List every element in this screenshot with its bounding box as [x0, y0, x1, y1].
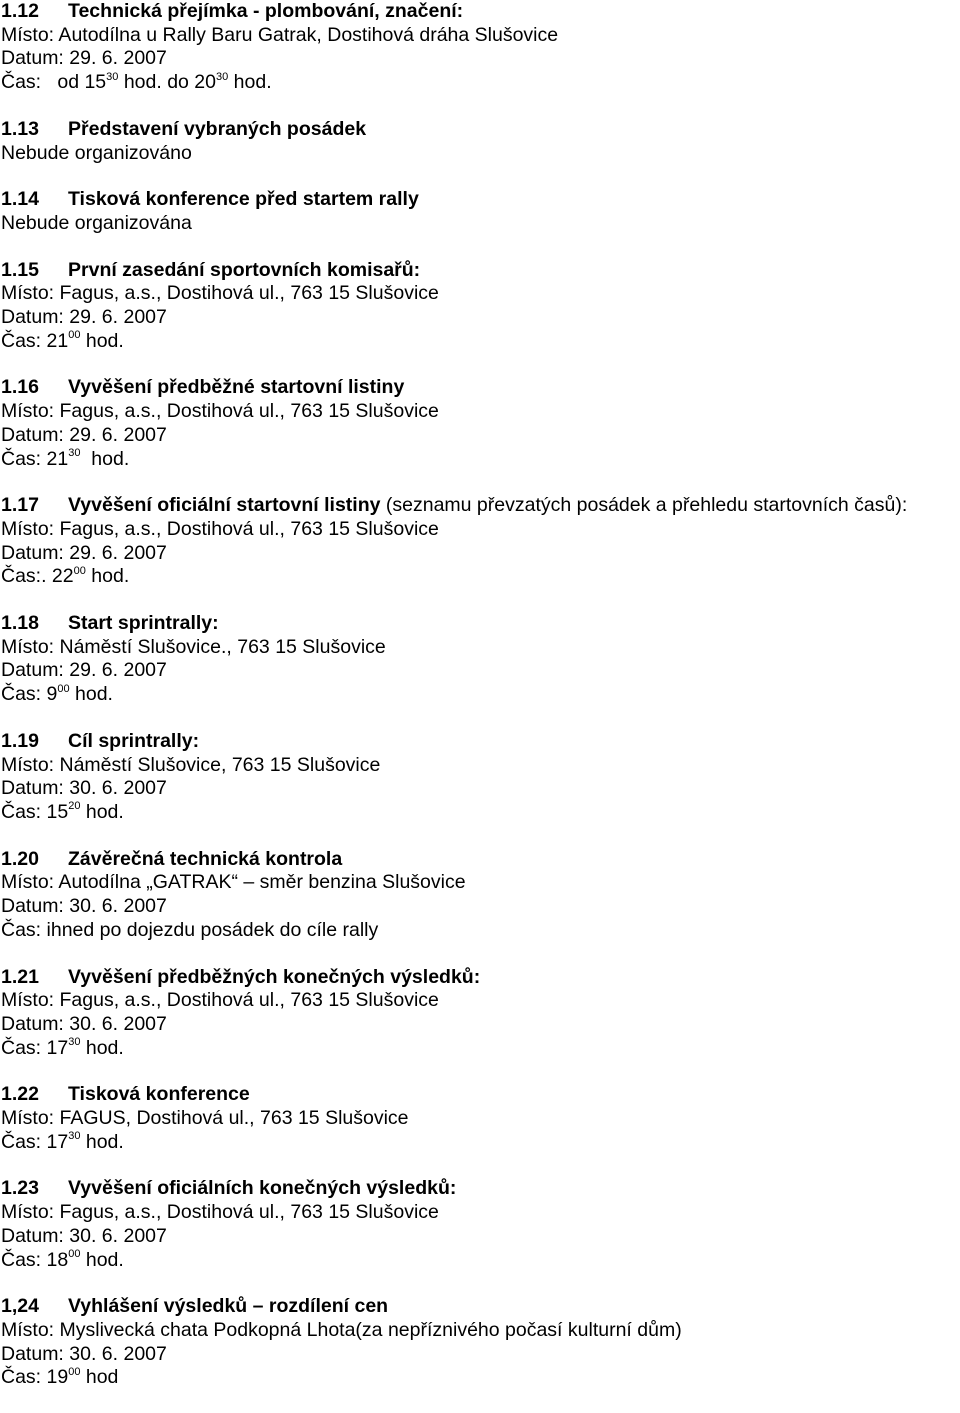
section-number: 1.15 — [1, 258, 39, 281]
detail-line — [1, 1319, 959, 1343]
detail-line — [1, 565, 959, 589]
detail-line — [1, 871, 959, 895]
time-minutes-superscript: 00 — [68, 1365, 81, 1378]
detail-line — [1, 282, 959, 306]
detail-text: hod. — [69, 683, 113, 706]
section-heading — [1, 0, 959, 24]
schedule-section — [1, 966, 959, 1061]
detail-text: Datum: 30. 6. 2007 — [1, 777, 167, 800]
detail-text: Místo: FAGUS, Dostihová ul., 763 15 Slušovice — [1, 1107, 409, 1130]
detail-line — [1, 306, 959, 330]
detail-text: Místo: Fagus, a.s., Dostihová ul., 763 15 Slušovice — [1, 400, 439, 423]
detail-text: Čas: 18 — [1, 1248, 69, 1271]
section-title: Závěrečná technická kontrola — [68, 847, 343, 870]
section-number: 1.19 — [1, 729, 39, 752]
section-title-note: (seznamu převzatých posádek a přehledu startovních časů): — [380, 494, 908, 517]
detail-line — [1, 919, 959, 943]
detail-text: Nebude organizováno — [1, 141, 192, 164]
detail-line — [1, 1107, 959, 1131]
detail-text: Místo: Fagus, a.s., Dostihová ul., 763 15 Slušovice — [1, 282, 439, 305]
detail-text: Čas: od 15 — [1, 71, 107, 94]
detail-text: Místo: Myslivecká chata Podkopná Lhota(za nepříznivého počasí kulturní dům) — [1, 1318, 682, 1341]
section-heading — [1, 730, 959, 754]
detail-text: Datum: 30. 6. 2007 — [1, 895, 167, 918]
detail-line — [1, 142, 959, 166]
schedule-section — [1, 1177, 959, 1272]
detail-line — [1, 1225, 959, 1249]
detail-line — [1, 330, 959, 354]
section-title: První zasedání sportovních komisařů: — [68, 258, 421, 281]
schedule-section — [1, 1295, 959, 1390]
detail-line — [1, 636, 959, 660]
time-minutes-superscript: 00 — [68, 1248, 81, 1261]
section-title: Představení vybraných posádek — [68, 117, 367, 140]
detail-line — [1, 1037, 959, 1061]
section-number: 1.18 — [1, 612, 39, 635]
time-minutes-superscript: 30 — [216, 70, 229, 83]
section-title: Cíl sprintrally: — [68, 729, 200, 752]
detail-text: Čas: 17 — [1, 1130, 69, 1153]
detail-text: hod. — [80, 1130, 124, 1153]
detail-line — [1, 424, 959, 448]
detail-text: Místo: Fagus, a.s., Dostihová ul., 763 15 Slušovice — [1, 517, 439, 540]
section-title: Vyhlášení výsledků – rozdílení cen — [68, 1295, 389, 1318]
detail-text: Čas: 19 — [1, 1366, 69, 1389]
detail-line — [1, 777, 959, 801]
section-heading — [1, 188, 959, 212]
detail-line — [1, 1249, 959, 1273]
section-title: Vyvěšení oficiální startovní listiny — [68, 494, 381, 517]
section-number: 1.17 — [1, 494, 39, 517]
time-minutes-superscript: 20 — [68, 800, 81, 813]
schedule-section — [1, 376, 959, 471]
detail-text: Čas:. 22 — [1, 565, 74, 588]
detail-text: Čas: 21 — [1, 447, 69, 470]
section-title: Vyvěšení předběžné startovní listiny — [68, 376, 405, 399]
schedule-section — [1, 188, 959, 235]
section-number: 1.21 — [1, 965, 39, 988]
section-heading — [1, 1083, 959, 1107]
section-number: 1,24 — [1, 1295, 39, 1318]
detail-line — [1, 1013, 959, 1037]
detail-line — [1, 71, 959, 95]
detail-text: hod. — [80, 447, 130, 470]
detail-line — [1, 1201, 959, 1225]
detail-text: Čas: ihned po dojezdu posádek do cíle rally — [1, 918, 379, 941]
section-heading — [1, 376, 959, 400]
detail-line — [1, 754, 959, 778]
detail-text: Místo: Náměstí Slušovice., 763 15 Slušovice — [1, 635, 386, 658]
detail-line — [1, 542, 959, 566]
schedule-section — [1, 259, 959, 354]
detail-text: Datum: 30. 6. 2007 — [1, 1224, 167, 1247]
time-minutes-superscript: 00 — [68, 329, 81, 342]
time-minutes-superscript: 30 — [106, 70, 119, 83]
detail-text: hod. do 20 — [118, 71, 216, 94]
section-number: 1.16 — [1, 376, 39, 399]
detail-line — [1, 989, 959, 1013]
detail-text: Nebude organizována — [1, 211, 192, 234]
detail-text: Čas: 9 — [1, 683, 58, 706]
detail-line — [1, 1366, 959, 1390]
detail-text: Datum: 29. 6. 2007 — [1, 47, 167, 70]
detail-line — [1, 895, 959, 919]
section-number: 1.13 — [1, 117, 39, 140]
time-minutes-superscript: 30 — [68, 1130, 81, 1143]
detail-line — [1, 47, 959, 71]
detail-text: Čas: 21 — [1, 329, 69, 352]
schedule-section — [1, 0, 959, 95]
time-minutes-superscript: 00 — [57, 682, 70, 695]
time-minutes-superscript: 30 — [68, 447, 81, 460]
detail-line — [1, 683, 959, 707]
detail-text: Místo: Náměstí Slušovice, 763 15 Slušovice — [1, 753, 381, 776]
detail-text: Místo: Fagus, a.s., Dostihová ul., 763 15 Slušovice — [1, 989, 439, 1012]
detail-text: hod. — [85, 565, 130, 588]
detail-line — [1, 518, 959, 542]
schedule-section — [1, 848, 959, 943]
detail-text: Místo: Autodílna u Rally Baru Gatrak, Dostihová dráha Slušovice — [1, 23, 559, 46]
detail-text: hod. — [228, 71, 272, 94]
detail-text: Datum: 29. 6. 2007 — [1, 306, 167, 329]
section-heading — [1, 259, 959, 283]
detail-text: Datum: 29. 6. 2007 — [1, 423, 167, 446]
detail-line — [1, 1343, 959, 1367]
section-heading — [1, 494, 959, 518]
detail-text: Místo: Autodílna „GATRAK“ – směr benzina Slušovice — [1, 871, 466, 894]
detail-line — [1, 448, 959, 472]
section-heading — [1, 612, 959, 636]
schedule-section — [1, 730, 959, 825]
section-heading — [1, 966, 959, 990]
section-heading — [1, 848, 959, 872]
detail-text: hod. — [80, 329, 124, 352]
detail-text: Čas: 15 — [1, 800, 69, 823]
detail-line — [1, 801, 959, 825]
detail-line — [1, 659, 959, 683]
detail-text: Místo: Fagus, a.s., Dostihová ul., 763 15 Slušovice — [1, 1201, 439, 1224]
section-title: Start sprintrally: — [68, 612, 219, 635]
time-minutes-superscript: 00 — [73, 564, 86, 577]
section-number: 1.12 — [1, 0, 39, 22]
time-minutes-superscript: 30 — [68, 1036, 81, 1049]
section-title: Tisková konference před startem rally — [68, 188, 419, 211]
section-heading — [1, 1177, 959, 1201]
detail-line — [1, 1131, 959, 1155]
detail-text: hod — [80, 1366, 119, 1389]
detail-line — [1, 400, 959, 424]
section-title: Vyvěšení oficiálních konečných výsledků: — [68, 1177, 457, 1200]
schedule-section — [1, 1083, 959, 1154]
section-number: 1.23 — [1, 1177, 39, 1200]
document — [1, 0, 959, 1413]
detail-text: hod. — [80, 1036, 124, 1059]
detail-text: Datum: 30. 6. 2007 — [1, 1342, 167, 1365]
detail-line — [1, 24, 959, 48]
section-title: Vyvěšení předběžných konečných výsledků: — [68, 965, 481, 988]
schedule-section — [1, 612, 959, 707]
detail-text: Čas: 17 — [1, 1036, 69, 1059]
detail-text: Datum: 30. 6. 2007 — [1, 1012, 167, 1035]
detail-text: hod. — [80, 800, 124, 823]
section-number: 1.22 — [1, 1083, 39, 1106]
schedule-section — [1, 118, 959, 165]
detail-text: hod. — [80, 1248, 124, 1271]
section-title: Tisková konference — [68, 1083, 250, 1106]
detail-line — [1, 212, 959, 236]
schedule-section — [1, 494, 959, 589]
section-title: Technická přejímka - plombování, značení: — [68, 0, 464, 22]
section-number: 1.20 — [1, 847, 39, 870]
section-number: 1.14 — [1, 188, 39, 211]
detail-text: Datum: 29. 6. 2007 — [1, 541, 167, 564]
section-heading — [1, 1295, 959, 1319]
section-heading — [1, 118, 959, 142]
detail-text: Datum: 29. 6. 2007 — [1, 659, 167, 682]
